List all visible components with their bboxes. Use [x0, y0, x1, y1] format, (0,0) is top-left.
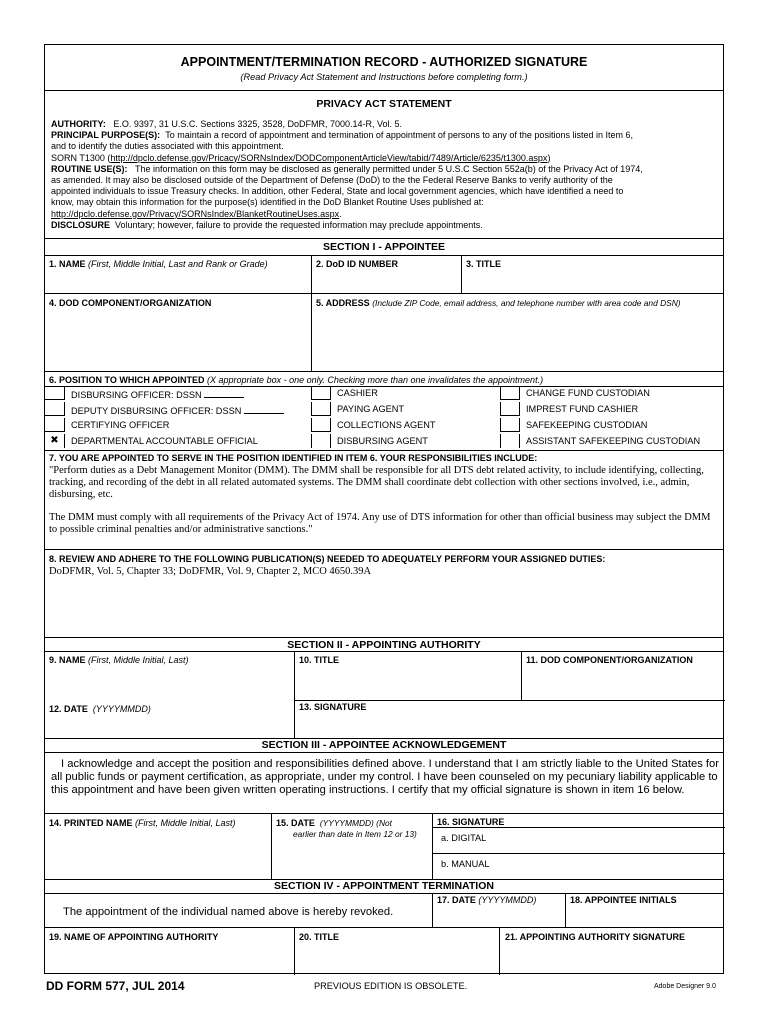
title-field[interactable]: [461, 255, 725, 293]
item15-hint-1: (YYYYMMDD) (Not: [319, 818, 392, 828]
dssn-line[interactable]: [244, 404, 284, 414]
item16-label: 16. SIGNATURE: [437, 817, 505, 827]
checkbox-deputy-disbursing-officer[interactable]: [45, 402, 65, 416]
item13-label: 13. SIGNATURE: [299, 702, 367, 712]
item20-label: 20. TITLE: [299, 932, 340, 942]
option-certifying-officer: CERTIFYING OFFICER: [71, 420, 170, 430]
authority-label: AUTHORITY:: [51, 119, 106, 129]
appointee-initials-field[interactable]: [565, 893, 725, 927]
purpose-text-2: and to identify the duties associated with this appointment.: [51, 141, 284, 152]
digital-signature-field[interactable]: [432, 827, 725, 853]
acknowledgement-text: I acknowledge and accept the position and responsibilities defined above. I understand that I am strictly liable to the United States for all public funds or payment certification, as appropriate, under my control. I have been counseled on my pecuniary liability applicable to this appointment and have been given written operating instructions. I certify that my official signature is shown in item 16 below.: [51, 758, 719, 796]
checkbox-departmental-accountable-official[interactable]: ✖: [45, 434, 65, 448]
divider: [45, 90, 723, 91]
disclosure-label: DISCLOSURE: [51, 219, 111, 230]
responsibilities-field[interactable]: [49, 465, 721, 536]
checkbox-collections-agent[interactable]: [311, 418, 331, 432]
privacy-heading: PRIVACY ACT STATEMENT: [316, 98, 452, 110]
item15-hint-2: earlier than date in Item 12 or 13): [293, 829, 417, 839]
item9-label: 9. NAME: [49, 655, 86, 665]
option-paying-agent: PAYING AGENT: [337, 404, 405, 414]
item2-label: 2. DoD ID NUMBER: [316, 259, 399, 269]
checkbox-safekeeping-custodian[interactable]: [500, 418, 520, 432]
checkbox-assistant-safekeeping-custodian[interactable]: [500, 434, 520, 448]
item6-hint: (X appropriate box - one only. Checking more than one invalidates the appointment.): [207, 375, 544, 385]
revocation-text: The appointment of the individual named above is hereby revoked.: [63, 906, 394, 918]
option-assistant-safekeeping-custodian: ASSISTANT SAFEKEEPING CUSTODIAN: [526, 436, 701, 446]
routine-text-2: as amended. It may also be disclosed outside of the Department of Defense (DoD) to the the Federal Reserve Banks to verify authority of the: [51, 175, 613, 186]
appointee-date-field[interactable]: [271, 813, 432, 879]
terminating-authority-signature-field[interactable]: [499, 927, 725, 975]
item10-label: 10. TITLE: [299, 655, 340, 665]
appointing-title-field[interactable]: [294, 651, 521, 700]
item17-hint: (YYYYMMDD): [478, 895, 537, 905]
routine-text-4: know, may obtain this information for the purpose(s) identified in the DoD Blanket Routine Uses published at:: [51, 197, 484, 208]
responsibilities-para-2: The DMM must comply with all requirements of the Privacy Act of 1974. Any use of DTS information for other than official business may subject the DMM to possible criminal penalties and/or administrative sanctions.": [49, 512, 711, 535]
item15-label: 15. DATE: [276, 818, 315, 828]
terminating-authority-title-field[interactable]: [294, 927, 499, 975]
routine-text-3: appointed individuals to issue Treasury checks. In addition, other Federal, State and local government agencies, which have identified a need to: [51, 186, 624, 197]
checkbox-disbursing-agent[interactable]: [311, 434, 331, 448]
option-disbursing-agent: DISBURSING AGENT: [337, 436, 428, 446]
previous-edition-notice: PREVIOUS EDITION IS OBSOLETE.: [314, 981, 468, 991]
section3-heading: SECTION III - APPOINTEE ACKNOWLEDGEMENT: [261, 739, 507, 751]
manual-signature-field[interactable]: [432, 853, 725, 879]
item12-hint: (YYYYMMDD): [92, 704, 151, 714]
option-collections-agent: COLLECTIONS AGENT: [337, 420, 436, 430]
item17-label: 17. DATE: [437, 895, 476, 905]
item19-label: 19. NAME OF APPOINTING AUTHORITY: [49, 932, 219, 942]
checkbox-cashier[interactable]: [311, 386, 331, 400]
item1-label: 1. NAME: [49, 259, 86, 269]
section2-heading: SECTION II - APPOINTING AUTHORITY: [287, 639, 481, 651]
item18-label: 18. APPOINTEE INITIALS: [570, 895, 677, 905]
form-frame: [44, 44, 724, 974]
routine-text-1: The information on this form may be disclosed as generally permitted under 5 U.S.C Section 552a(b) of the Privacy Act of 1974,: [135, 163, 643, 174]
routine-link[interactable]: http://dpclo.defense.gov/Privacy/SORNsIndex/BlanketRoutineUses.aspx: [51, 208, 340, 219]
item16b-label: b. MANUAL: [441, 859, 490, 869]
position-options: [45, 386, 725, 450]
item5-hint: (Include ZIP Code, email address, and telephone number with area code and DSN): [372, 298, 681, 308]
item12-label: 12. DATE: [49, 704, 88, 714]
appointing-component-field[interactable]: [521, 651, 725, 700]
item7-label: 7. YOU ARE APPOINTED TO SERVE IN THE POSITION IDENTIFIED IN ITEM 6. YOUR RESPONSIBILITIES INCLUDE:: [49, 453, 538, 463]
checkbox-disbursing-officer[interactable]: [45, 386, 65, 400]
option-departmental-accountable-official: DEPARTMENTAL ACCOUNTABLE OFFICIAL: [71, 436, 258, 446]
section4-heading: SECTION IV - APPOINTMENT TERMINATION: [274, 880, 494, 892]
form-title: APPOINTMENT/TERMINATION RECORD - AUTHORIZED SIGNATURE: [180, 55, 588, 69]
item21-label: 21. APPOINTING AUTHORITY SIGNATURE: [505, 932, 686, 942]
item11-label: 11. DOD COMPONENT/ORGANIZATION: [526, 655, 693, 665]
sorn-link[interactable]: http://dpclo.defense.gov/Pricacy/SORNsIndex/DODComponentArticleView/tabid/7489/Article/6235/t1300.aspx: [110, 152, 548, 163]
item16a-label: a. DIGITAL: [441, 833, 487, 843]
section1-heading: SECTION I - APPOINTEE: [322, 241, 446, 253]
item3-label: 3. TITLE: [466, 259, 502, 269]
item1-hint: (First, Middle Initial, Last and Rank or Grade): [88, 259, 268, 269]
publications-field[interactable]: DoDFMR, Vol. 5, Chapter 33; DoDFMR, Vol. 9, Chapter 2, MCO 4650.39A: [49, 566, 372, 577]
option-change-fund-custodian: CHANGE FUND CUSTODIAN: [526, 388, 650, 398]
item4-label: 4. DOD COMPONENT/ORGANIZATION: [49, 298, 212, 308]
dod-id-field[interactable]: [311, 255, 461, 293]
software-credit: Adobe Designer 9.0: [654, 983, 716, 990]
option-safekeeping-custodian: SAFEKEEPING CUSTODIAN: [526, 420, 648, 430]
item6-label: 6. POSITION TO WHICH APPOINTED: [49, 375, 205, 385]
routine-end: .: [339, 208, 342, 219]
option-deputy-disbursing-officer: DEPUTY DISBURSING OFFICER: DSSN: [71, 406, 242, 416]
form-number: DD FORM 577, JUL 2014: [46, 979, 185, 993]
appointing-name-field[interactable]: [45, 651, 294, 700]
appointing-signature-field[interactable]: [294, 700, 725, 738]
item9-hint: (First, Middle Initial, Last): [88, 655, 189, 665]
routine-label: ROUTINE USE(S):: [51, 163, 128, 174]
privacy-statement: [51, 119, 721, 231]
checkbox-imprest-fund-cashier[interactable]: [500, 402, 520, 416]
dod-component-field[interactable]: [45, 293, 311, 371]
terminating-authority-name-field[interactable]: [45, 927, 294, 975]
checkbox-paying-agent[interactable]: [311, 402, 331, 416]
responsibilities-para-1: "Perform duties as a Debt Management Monitor (DMM). The DMM shall be responsible for all DTS debt related activity, to include identifying, collecting, tracking, and recording of the debt in all related automated systems. The DMM shall coordinate debt collection with other sections involved, i.e., admin, disbursing, etc.: [49, 465, 704, 500]
authority-text: E.O. 9397, 31 U.S.C. Sections 3325, 3528, DoDFMR, 7000.14-R, Vol. 5.: [113, 119, 402, 129]
item14-hint: (First, Middle Initial, Last): [135, 818, 236, 828]
purpose-label: PRINCIPAL PURPOSE(S):: [51, 130, 161, 141]
name-field[interactable]: [45, 255, 311, 293]
form-subtitle: (Read Privacy Act Statement and Instructions before completing form.): [240, 72, 528, 82]
termination-date-field[interactable]: [432, 893, 565, 927]
item8-label: 8. REVIEW AND ADHERE TO THE FOLLOWING PUBLICATION(S) NEEDED TO ADEQUATELY PERFORM YOUR ASSIGNED DUTIES:: [49, 554, 606, 564]
checkbox-change-fund-custodian[interactable]: [500, 386, 520, 400]
dssn-line[interactable]: [204, 388, 244, 398]
sorn-close: ): [547, 152, 551, 163]
address-field[interactable]: [311, 293, 725, 371]
checkbox-certifying-officer[interactable]: [45, 418, 65, 432]
sorn-text: SORN T1300 (: [51, 152, 111, 163]
disclosure-text: Voluntary; however, failure to provide the requested information may preclude appointments.: [115, 219, 483, 230]
purpose-text-1: To maintain a record of appointment and termination of appointment of persons to any of the positions listed in Item 6,: [165, 130, 633, 141]
appointing-date-field[interactable]: [45, 700, 294, 738]
option-disbursing-officer: DISBURSING OFFICER: DSSN: [71, 390, 202, 400]
printed-name-field[interactable]: [45, 813, 271, 879]
option-imprest-fund-cashier: IMPREST FUND CASHIER: [526, 404, 639, 414]
item5-label: 5. ADDRESS: [316, 298, 370, 308]
option-cashier: CASHIER: [337, 388, 378, 398]
item14-label: 14. PRINTED NAME: [49, 818, 133, 828]
